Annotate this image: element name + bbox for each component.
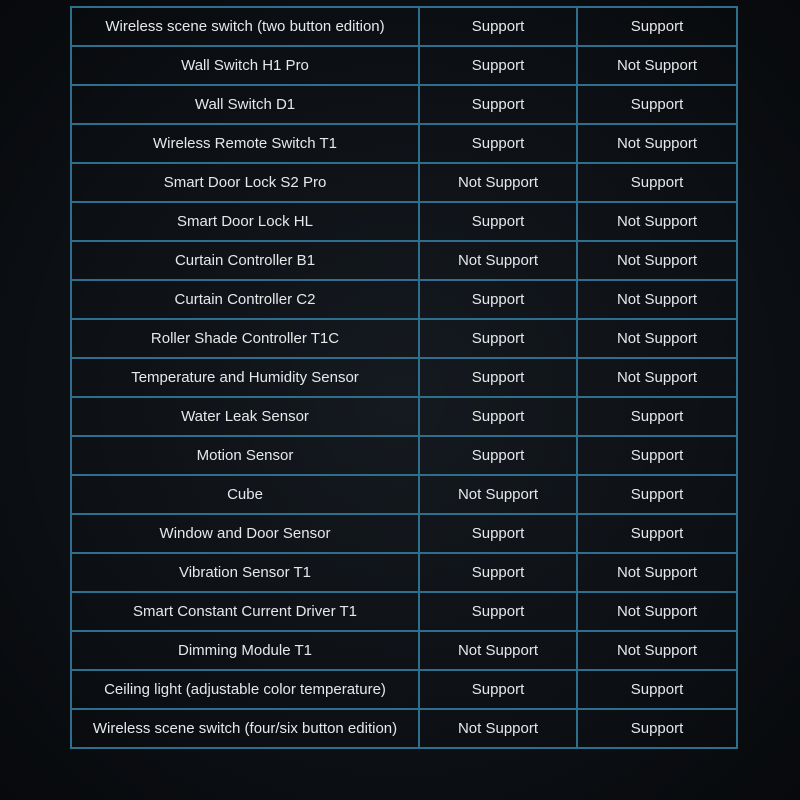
support-cell-col2: Support (419, 202, 577, 241)
table-row (71, 397, 737, 436)
table-row (71, 475, 737, 514)
device-name-cell: Wall Switch H1 Pro (71, 46, 419, 85)
table-row (71, 163, 737, 202)
support-cell-col3: Not Support (577, 358, 737, 397)
support-cell-col3: Support (577, 670, 737, 709)
support-cell-col2: Support (419, 85, 577, 124)
device-name-cell: Wireless scene switch (four/six button edition) (71, 709, 419, 748)
table-row (71, 670, 737, 709)
support-cell-col3: Not Support (577, 553, 737, 592)
support-cell-col2: Support (419, 280, 577, 319)
support-cell-col2: Support (419, 124, 577, 163)
support-cell-col3: Support (577, 436, 737, 475)
device-name-cell: Motion Sensor (71, 436, 419, 475)
table-row (71, 631, 737, 670)
device-name-cell: Smart Constant Current Driver T1 (71, 592, 419, 631)
device-name-cell: Ceiling light (adjustable color temperature) (71, 670, 419, 709)
table-row (71, 592, 737, 631)
support-cell-col3: Support (577, 475, 737, 514)
support-cell-col2: Support (419, 436, 577, 475)
compatibility-table (70, 6, 738, 749)
support-cell-col2: Support (419, 670, 577, 709)
support-cell-col3: Not Support (577, 124, 737, 163)
support-cell-col3: Support (577, 514, 737, 553)
table-row (71, 7, 737, 46)
support-cell-col3: Not Support (577, 202, 737, 241)
support-cell-col3: Not Support (577, 280, 737, 319)
device-name-cell: Water Leak Sensor (71, 397, 419, 436)
device-name-cell: Curtain Controller C2 (71, 280, 419, 319)
device-name-cell: Curtain Controller B1 (71, 241, 419, 280)
support-cell-col3: Support (577, 709, 737, 748)
table-row (71, 436, 737, 475)
table-row (71, 709, 737, 748)
device-name-cell: Wireless scene switch (two button edition) (71, 7, 419, 46)
support-cell-col2: Not Support (419, 709, 577, 748)
device-name-cell: Cube (71, 475, 419, 514)
table-row (71, 514, 737, 553)
support-cell-col2: Support (419, 397, 577, 436)
device-name-cell: Smart Door Lock S2 Pro (71, 163, 419, 202)
table-row (71, 46, 737, 85)
support-cell-col2: Support (419, 514, 577, 553)
support-cell-col2: Not Support (419, 631, 577, 670)
support-cell-col3: Not Support (577, 46, 737, 85)
device-name-cell: Roller Shade Controller T1C (71, 319, 419, 358)
table-row (71, 280, 737, 319)
support-cell-col3: Not Support (577, 241, 737, 280)
table-row (71, 202, 737, 241)
support-cell-col2: Support (419, 7, 577, 46)
table-row (71, 319, 737, 358)
device-name-cell: Temperature and Humidity Sensor (71, 358, 419, 397)
device-name-cell: Vibration Sensor T1 (71, 553, 419, 592)
table-row (71, 358, 737, 397)
support-cell-col3: Not Support (577, 319, 737, 358)
support-cell-col2: Not Support (419, 163, 577, 202)
table-row (71, 124, 737, 163)
support-cell-col2: Support (419, 553, 577, 592)
table-row (71, 553, 737, 592)
table-row (71, 85, 737, 124)
support-cell-col2: Support (419, 319, 577, 358)
support-cell-col2: Not Support (419, 241, 577, 280)
device-name-cell: Window and Door Sensor (71, 514, 419, 553)
support-cell-col2: Support (419, 592, 577, 631)
support-cell-col3: Support (577, 7, 737, 46)
device-name-cell: Dimming Module T1 (71, 631, 419, 670)
support-cell-col3: Support (577, 85, 737, 124)
support-cell-col2: Support (419, 358, 577, 397)
device-name-cell: Wall Switch D1 (71, 85, 419, 124)
support-cell-col2: Not Support (419, 475, 577, 514)
support-cell-col3: Not Support (577, 592, 737, 631)
support-cell-col3: Not Support (577, 631, 737, 670)
support-cell-col3: Support (577, 163, 737, 202)
device-name-cell: Smart Door Lock HL (71, 202, 419, 241)
support-cell-col3: Support (577, 397, 737, 436)
device-name-cell: Wireless Remote Switch T1 (71, 124, 419, 163)
table-body (71, 7, 737, 748)
support-cell-col2: Support (419, 46, 577, 85)
table-row (71, 241, 737, 280)
